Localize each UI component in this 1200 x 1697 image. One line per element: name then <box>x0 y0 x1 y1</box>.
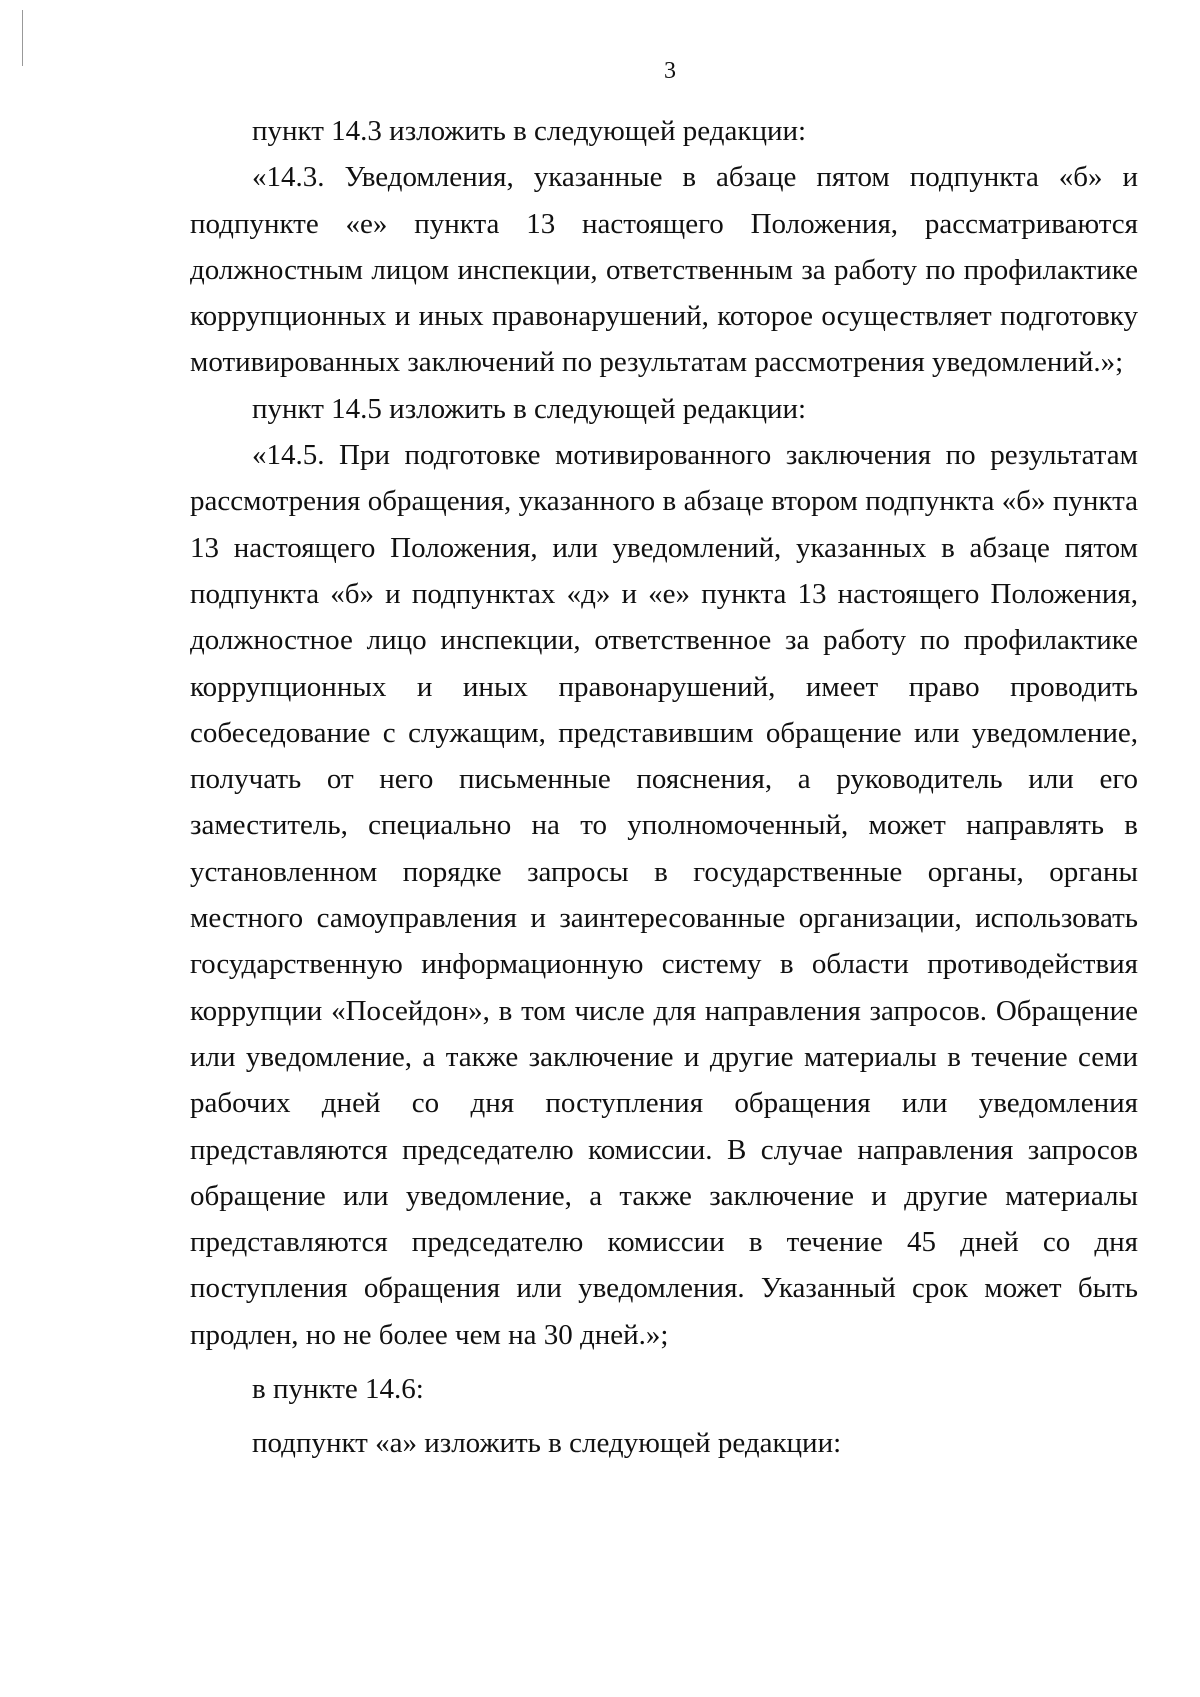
page-number: 3 <box>664 58 676 84</box>
document-body <box>190 108 1138 1467</box>
paragraph-14-6-intro: в пункте 14.6: <box>252 1373 424 1406</box>
paragraph-14-3-text: «14.3. Уведомления, указанные в абзаце пятом подпункта «б» и подпункте «е» пункта 13 настоящего Положения, рассматриваются должностным лицом инспекции, ответственным за работу по профилактике коррупционных и иных правонарушений, которое осуществляет подготовку мотивированных заключений по результатам рассмотрения уведомлений.»; <box>190 161 1138 379</box>
paragraph-14-3-intro: пункт 14.3 изложить в следующей редакции: <box>252 115 807 147</box>
paragraph-14-5-intro: пункт 14.5 изложить в следующей редакции: <box>252 392 807 425</box>
paragraph-subpoint-a-intro: подпункт «а» изложить в следующей редакции: <box>252 1427 842 1460</box>
paragraph-14-5-text: «14.5. При подготовке мотивированного заключения по результатам рассмотрения обращения, указанного в абзаце втором подпункта «б» пункта 13 настоящего Положения, или уведомлений, указанных в абзаце пятом подпункта «б» и подпунктах «д» и «е» пункта 13 настоящего Положения, должностное лицо инспекции, ответственное за работу по профилактике коррупционных и иных правонарушений, имеет право проводить собеседование с служащим, представившим обращение или уведомление, получать от него письменные пояснения, а руководитель или его заместитель, специально на то уполномоченный, может направлять в установленном порядке запросы в государственные органы, органы местного самоуправления и заинтересованные организации, использовать государственную информационную систему в области противодействия коррупции «Посейдон», в том числе для направления запросов. Обращение или уведомление, а также заключение и другие материалы в течение семи рабочих дней со дня поступления обращения или уведомления представляются председателю комиссии. В случае направления запросов обращение или уведомление, а также заключение и другие материалы представляются председателю комиссии в течение 45 дней со дня поступления обращения или уведомления. Указанный срок может быть продлен, но не более чем на 30 дней.»; <box>190 439 1138 1351</box>
